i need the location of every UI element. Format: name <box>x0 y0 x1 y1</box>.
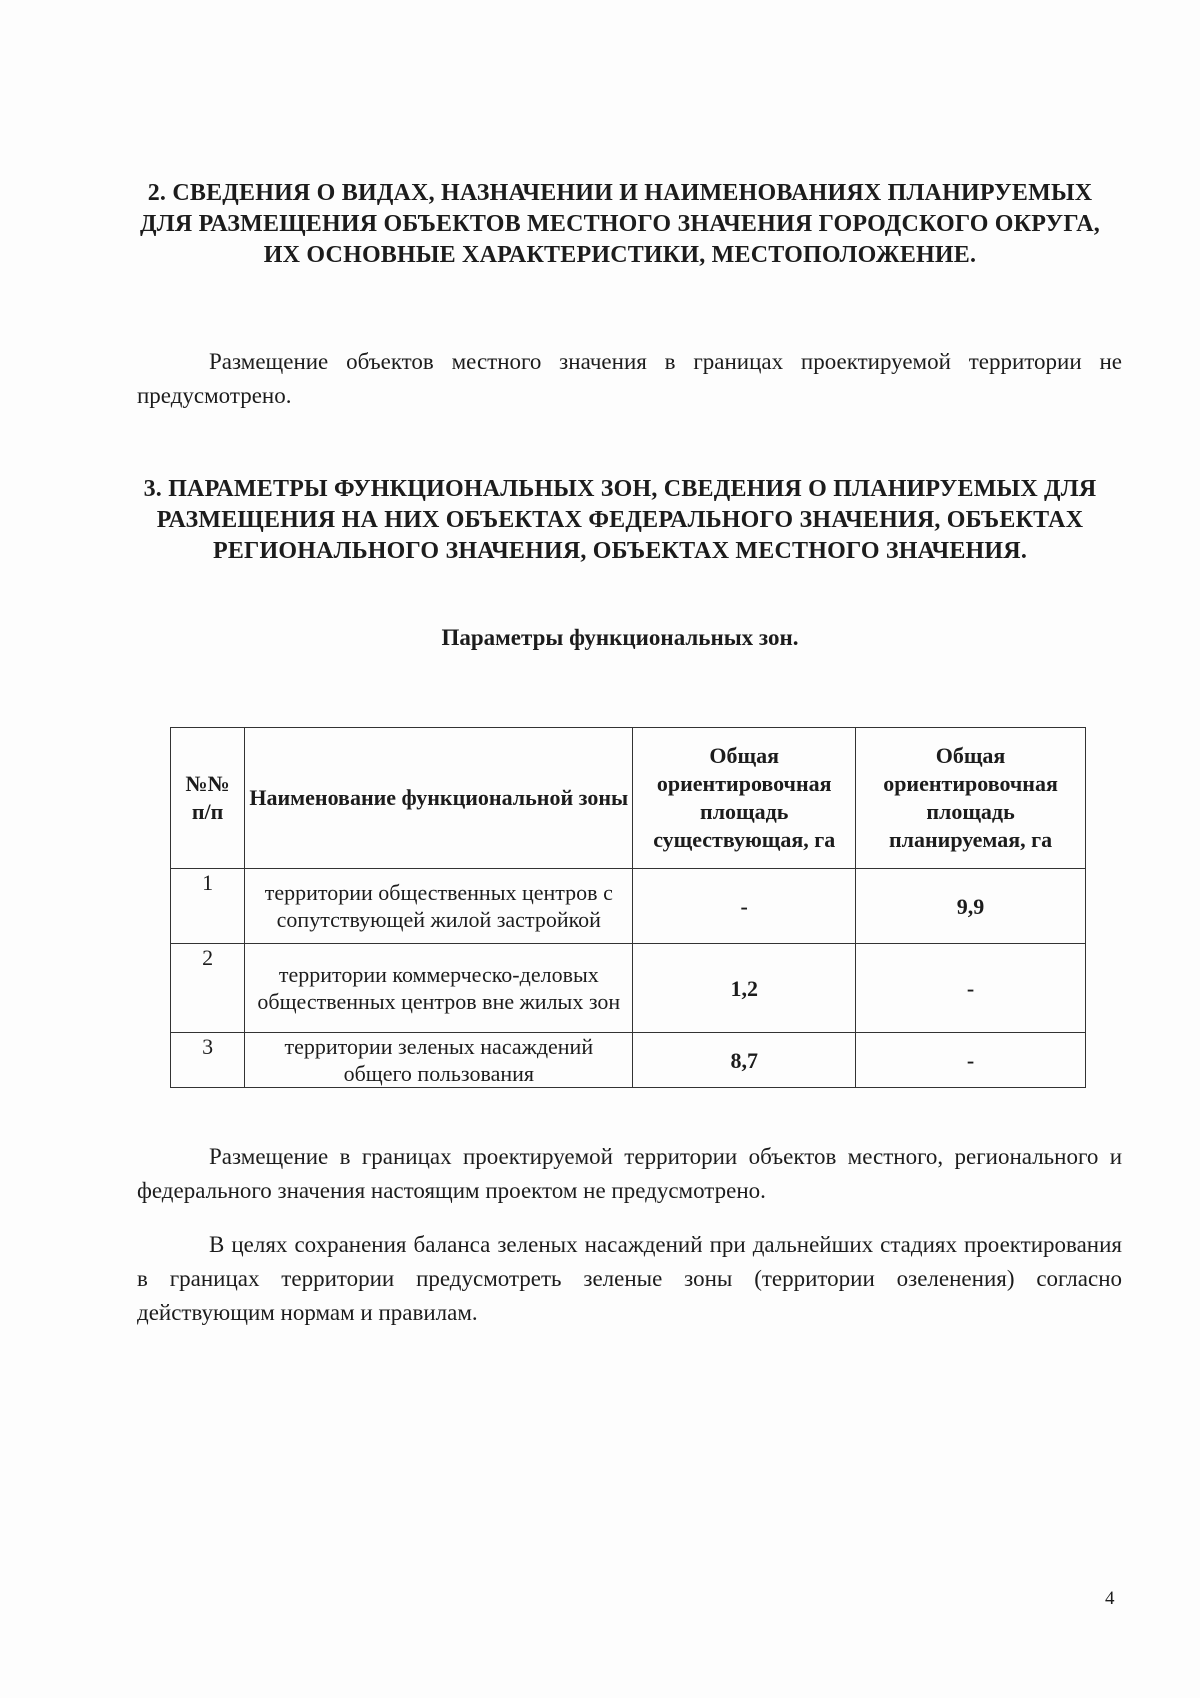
planned-area: - <box>856 1033 1086 1088</box>
table-caption: Параметры функциональных зон. <box>441 625 799 650</box>
functional-zones-table <box>170 727 1086 1088</box>
zone-name: территории зеленых насаждений общего пользования <box>245 1033 633 1088</box>
planned-area: - <box>856 944 1086 1033</box>
header-planned-area: Общая ориентировочная площадь планируемая, га <box>856 728 1086 869</box>
objects-placement-paragraph: Размещение в границах проектируемой территории объектов местного, регионального и федерального значения настоящим проектом не предусмотрено. <box>137 1144 1122 1203</box>
table-row <box>171 944 1086 1033</box>
section-2-heading: 2. СВЕДЕНИЯ О ВИДАХ, НАЗНАЧЕНИИ И НАИМЕНОВАНИЯХ ПЛАНИРУЕМЫХ ДЛЯ РАЗМЕЩЕНИЯ ОБЪЕКТОВ МЕСТНОГО ЗНАЧЕНИЯ ГОРОДСКОГО ОКРУГА, ИХ ОСНОВНЫЕ ХАРАКТЕРИСТИКИ, МЕСТОПОЛОЖЕНИЕ. <box>140 180 1100 268</box>
table-header-row <box>171 728 1086 869</box>
header-zone-name: Наименование функциональной зоны <box>245 728 633 869</box>
header-number: №№ п/п <box>171 728 245 869</box>
planned-area: 9,9 <box>856 869 1086 944</box>
existing-area: - <box>633 869 856 944</box>
header-existing-area: Общая ориентировочная площадь существующая, га <box>633 728 856 869</box>
existing-area: 8,7 <box>633 1033 856 1088</box>
row-number: 2 <box>171 944 245 1033</box>
green-zones-paragraph: В целях сохранения баланса зеленых насаждений при дальнейших стадиях проектирования в границах территории предусмотреть зеленые зоны (территории озеленения) согласно действующим нормам и правилам. <box>137 1232 1122 1325</box>
row-number: 3 <box>171 1033 245 1088</box>
section-3-heading: 3. ПАРАМЕТРЫ ФУНКЦИОНАЛЬНЫХ ЗОН, СВЕДЕНИЯ О ПЛАНИРУЕМЫХ ДЛЯ РАЗМЕЩЕНИЯ НА НИХ ОБЪЕКТАХ ФЕДЕРАЛЬНОГО ЗНАЧЕНИЯ, ОБЪЕКТАХ РЕГИОНАЛЬНОГО ЗНАЧЕНИЯ, ОБЪЕКТАХ МЕСТНОГО ЗНАЧЕНИЯ. <box>143 476 1097 564</box>
section-2-paragraph: Размещение объектов местного значения в границах проектируемой территории не предусмотрено. <box>137 349 1122 408</box>
zone-name: территории коммерческо-деловых общественных центров вне жилых зон <box>245 944 633 1033</box>
table-row <box>171 869 1086 944</box>
table-row <box>171 1033 1086 1088</box>
row-number: 1 <box>171 869 245 944</box>
existing-area: 1,2 <box>633 944 856 1033</box>
zone-name: территории общественных центров с сопутствующей жилой застройкой <box>245 869 633 944</box>
page-number: 4 <box>1105 1588 1115 1609</box>
